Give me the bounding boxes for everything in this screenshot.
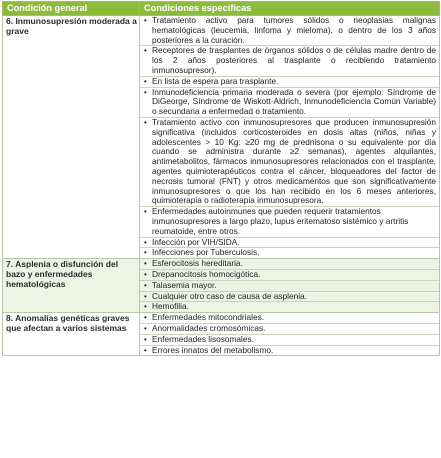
bullet-icon: • [144,46,147,56]
condition-cell: 8. Anomalías genéticas graves que afectan a varios sistemas [3,313,140,356]
condition-cell: 6. Inmunosupresión moderada a grave [3,16,140,259]
bullet-icon: • [144,237,147,247]
condition-cell: 7. Asplenia o disfunción del bazo y enfermedades hematológicas [3,259,140,313]
list-item: • Drepanocitosis homocigótica. [140,270,439,281]
table-row-immunosuppression [3,16,440,259]
list-item: • Hemofilia. [144,301,189,312]
table-row-genetic-anomalies [3,313,440,356]
list-item: • Enfermedades mitocondriales. [140,313,439,324]
specific-conditions-cell [140,259,440,313]
list-item: • Infección por VIH/SIDA. [140,238,439,249]
list-item: • Anormalidades cromosómicas. [140,324,439,335]
specific-conditions-list [140,313,439,355]
list-item: • Receptores de trasplantes de órganos sólidos o de células madre dentro de los 2 años posteriores al trasplante o recibiendo tratamiento inmunosupresor). [140,46,439,76]
specific-conditions-cell [140,16,440,259]
header-specific-conditions: Condiciones específicas [140,2,440,16]
bullet-icon: • [144,207,147,217]
bullet-icon: • [144,291,147,301]
list-item: • Tratamiento activo para tumores sólidos o neoplasias malignas hematológicas (leucemia, linfoma y mieloma), o dentro de los 3 años posteriores a la curación. [140,16,439,46]
conditions-table [2,1,440,356]
specific-conditions-cell [140,313,440,356]
bullet-icon: • [144,280,147,290]
bullet-icon: • [144,248,147,258]
bullet-icon: • [144,16,147,25]
bullet-icon: • [144,269,147,279]
bullet-icon: • [144,87,147,97]
bullet-icon: • [144,117,147,127]
header-general-condition: Condición general [3,2,140,16]
bullet-icon: • [144,313,147,323]
table-row-asplenia [3,259,440,313]
bullet-icon: • [144,259,147,269]
bullet-icon: • [144,302,147,312]
list-item: • Esferocitosis hereditaria. [140,259,439,270]
bullet-icon: • [144,334,147,344]
list-item: • Tratamiento activo con inmunosupresores que producen inmunosupresión significativa (incluidos corticosteroides en dosis altas (niños, niñas y adolescentes > 10 Kg: ≥20 mg de prednisona o su equivalente por día cuando se administra durante ≥2 semanas), agentes alquilantes, antimetabolitos, fármacos inmunosupresores relacionados con el trasplante, agentes quimioterapéuticos contra el cáncer, bloqueadores del factor de necrosis tumoral (FNT) y otros medicamentos que son significativamente inmunosupresores o que los han recibido en los 6 meses anteriores, quimioterapia o radioterapia inmunosupresora. [140,118,439,207]
list-item: • Cualquier otro caso de causa de asplenia. [140,292,439,303]
table-header-row [3,2,440,16]
list-item: • Infecciones por Tuberculosis. [144,247,260,258]
bullet-icon: • [144,345,147,355]
bullet-icon: • [144,76,147,86]
bullet-icon: • [144,323,147,333]
specific-conditions-list [140,259,439,312]
specific-conditions-list [140,16,439,258]
list-item: • En lista de espera para trasplante. [140,77,439,88]
list-item: • Enfermedades lisosomales. [140,335,439,346]
list-item: • Enfermedades autoinmunes que pueden requerir tratamientos inmunosupresores a largo plazo, lupus eritematoso sistémico y artritis reumatoide, entre otros. [140,207,439,237]
list-item: • Talasemia mayor. [140,281,439,292]
list-item: • Errores innatos del metabolismo. [144,344,274,355]
list-item: • Inmunodeficiencia primaria moderada o severa (por ejemplo: Síndrome de DiGeorge, Síndrome de Wiskott-Aldrich, Inmunodeficiencia Común Variable) o secundaria a enfermedad o tratamiento. [140,88,439,118]
